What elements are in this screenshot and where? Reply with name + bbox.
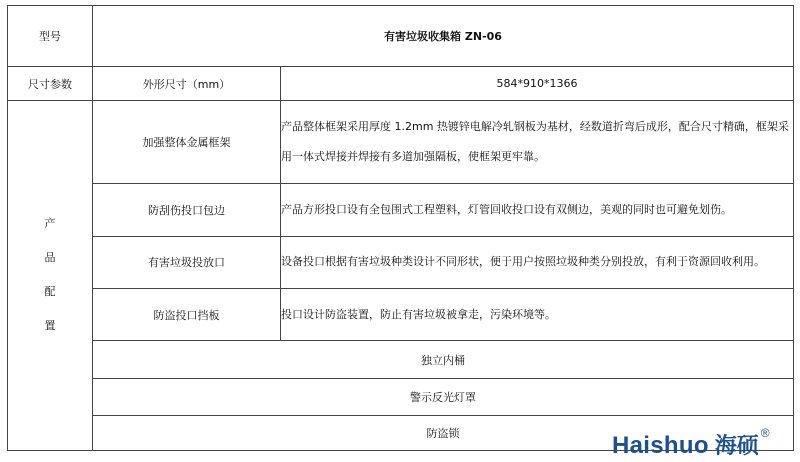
- extra-item: 独立内桶: [93, 341, 794, 379]
- extra-item: 防盗锁: [93, 415, 794, 450]
- config-label-char: 产: [44, 217, 56, 231]
- size-label: 尺寸参数: [8, 67, 93, 100]
- config-item-desc: 设备投口根据有害垃圾种类设计不同形状，便于用户按照垃圾种类分别投放，有利于资源回收利用。: [281, 236, 794, 288]
- extra-row: [8, 379, 794, 415]
- size-value: 584*910*1366: [281, 67, 794, 100]
- brand-name-cn: 海硕: [714, 433, 759, 459]
- config-item-desc: 投口设计防盗装置，防止有害垃圾被拿走，污染环境等。: [281, 288, 794, 340]
- spec-table: [7, 5, 794, 451]
- registered-mark: ®: [760, 426, 770, 440]
- config-label-char: 品: [44, 251, 56, 265]
- config-label: [8, 100, 93, 450]
- config-label-char: 配: [44, 285, 56, 299]
- config-item-desc: 产品整体框架采用厚度 1.2mm 热镀锌电解冷轧钢板为基材，经数道折弯后成形，配合尺寸精确，框架采用一体式焊接并焊接有多道加强隔板，使框架更牢靠。: [281, 100, 794, 184]
- size-sublabel: 外形尺寸（mm）: [93, 67, 281, 100]
- config-row: [8, 288, 794, 340]
- config-item-desc: 产品方形投口设有全包围式工程塑料，灯管回收投口设有双侧边，美观的同时也可避免划伤。: [281, 184, 794, 236]
- config-row: [8, 236, 794, 288]
- size-row: [8, 67, 794, 100]
- config-item-name: 加强整体金属框架: [93, 100, 281, 184]
- brand-logo: [612, 424, 770, 460]
- brand-name-en: Haishuo: [612, 432, 709, 459]
- config-item-name: 防盗投口挡板: [93, 288, 281, 340]
- config-item-name: 有害垃圾投放口: [93, 236, 281, 288]
- model-label: 型号: [8, 6, 93, 67]
- model-row: [8, 6, 794, 67]
- config-row: [8, 184, 794, 236]
- config-row: [8, 100, 794, 184]
- config-label-char: 置: [44, 319, 56, 333]
- config-item-name: 防刮伤投口包边: [93, 184, 281, 236]
- extra-row: [8, 341, 794, 379]
- extra-item: 警示反光灯罩: [93, 379, 794, 415]
- model-title: 有害垃圾收集箱 ZN-06: [93, 6, 794, 67]
